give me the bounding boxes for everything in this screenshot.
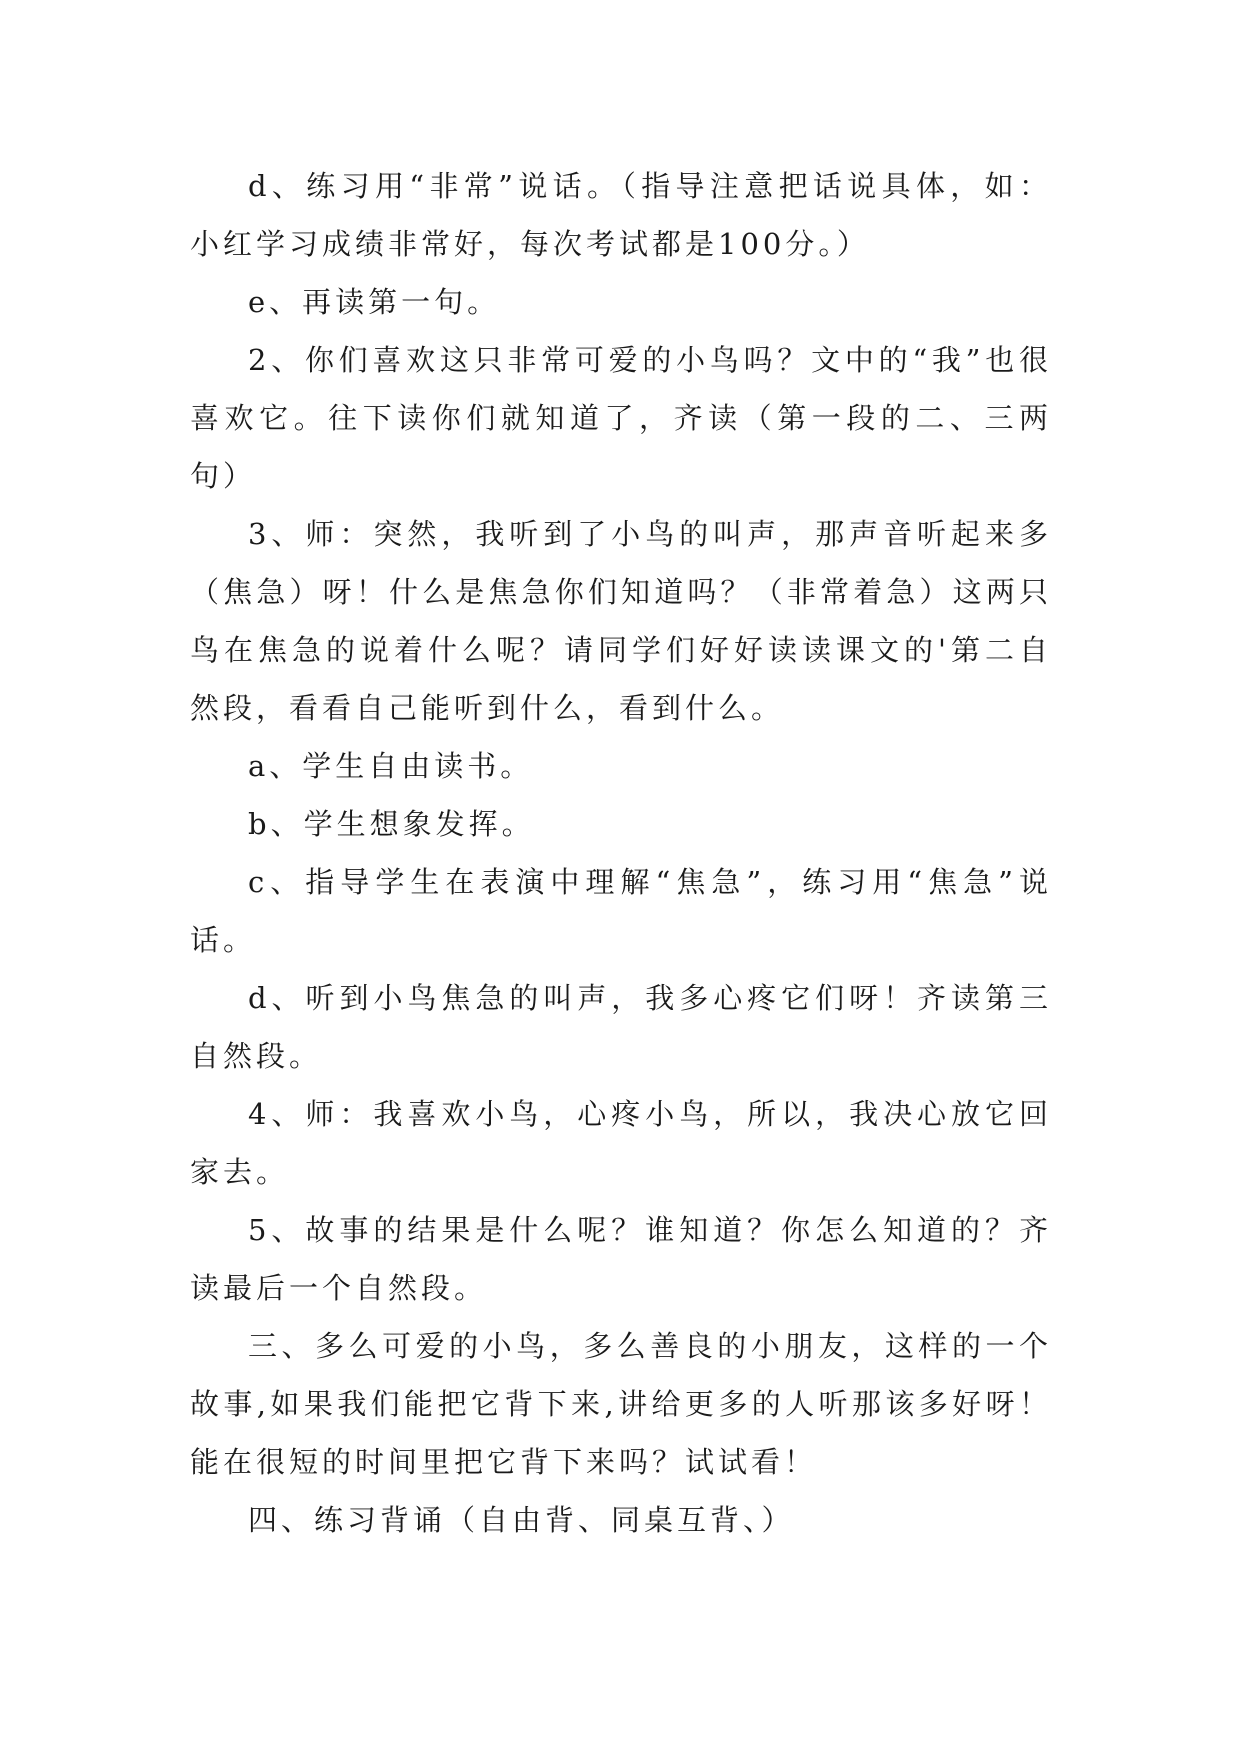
paragraph-4-release-bird: 4、师：我喜欢小鸟，心疼小鸟，所以，我决心放它回家去。 xyxy=(190,1097,1052,1189)
document-body xyxy=(190,157,1052,1549)
paragraph-d-heartache: d、听到小鸟焦急的叫声，我多心疼它们呀！齐读第三自然段。 xyxy=(190,981,1052,1073)
paragraph-c-performance: c、指导学生在表演中理解“焦急”，练习用“焦急”说话。 xyxy=(190,865,1052,957)
paragraph-3-recite-story: 三、多么可爱的小鸟，多么善良的小朋友，这样的一个故事,如果我们能把它背下来,讲给更多的人听那该多好呀！能在很短的时间里把它背下来吗？试试看！ xyxy=(190,1329,1052,1479)
paragraph-3-anxious: 3、师：突然，我听到了小鸟的叫声，那声音听起来多（焦急）呀！什么是焦急你们知道吗？（非常着急）这两只鸟在焦急的说着什么呢？请同学们好好读读课文的'第二自然段，看看自己能听到什么，看到什么。 xyxy=(190,517,1052,725)
paragraph-e-reread: e、再读第一句。 xyxy=(248,285,501,319)
paragraph-5-story-ending: 5、故事的结果是什么呢？谁知道？你怎么知道的？齐读最后一个自然段。 xyxy=(190,1213,1052,1305)
paragraph-a-free-reading: a、学生自由读书。 xyxy=(248,749,534,783)
paragraph-d-practice-feichang: d、练习用“非常”说话。（指导注意把话说具体，如：小红学习成绩非常好，每次考试都是100分。） xyxy=(190,169,1052,261)
paragraph-4-practice-recitation: 四、练习背诵（自由背、同桌互背、） xyxy=(248,1503,795,1537)
paragraph-2-like-bird: 2、你们喜欢这只非常可爱的小鸟吗？文中的“我”也很喜欢它。往下读你们就知道了，齐读（第一段的二、三两句） xyxy=(190,343,1052,493)
paragraph-b-imagination: b、学生想象发挥。 xyxy=(248,807,535,841)
